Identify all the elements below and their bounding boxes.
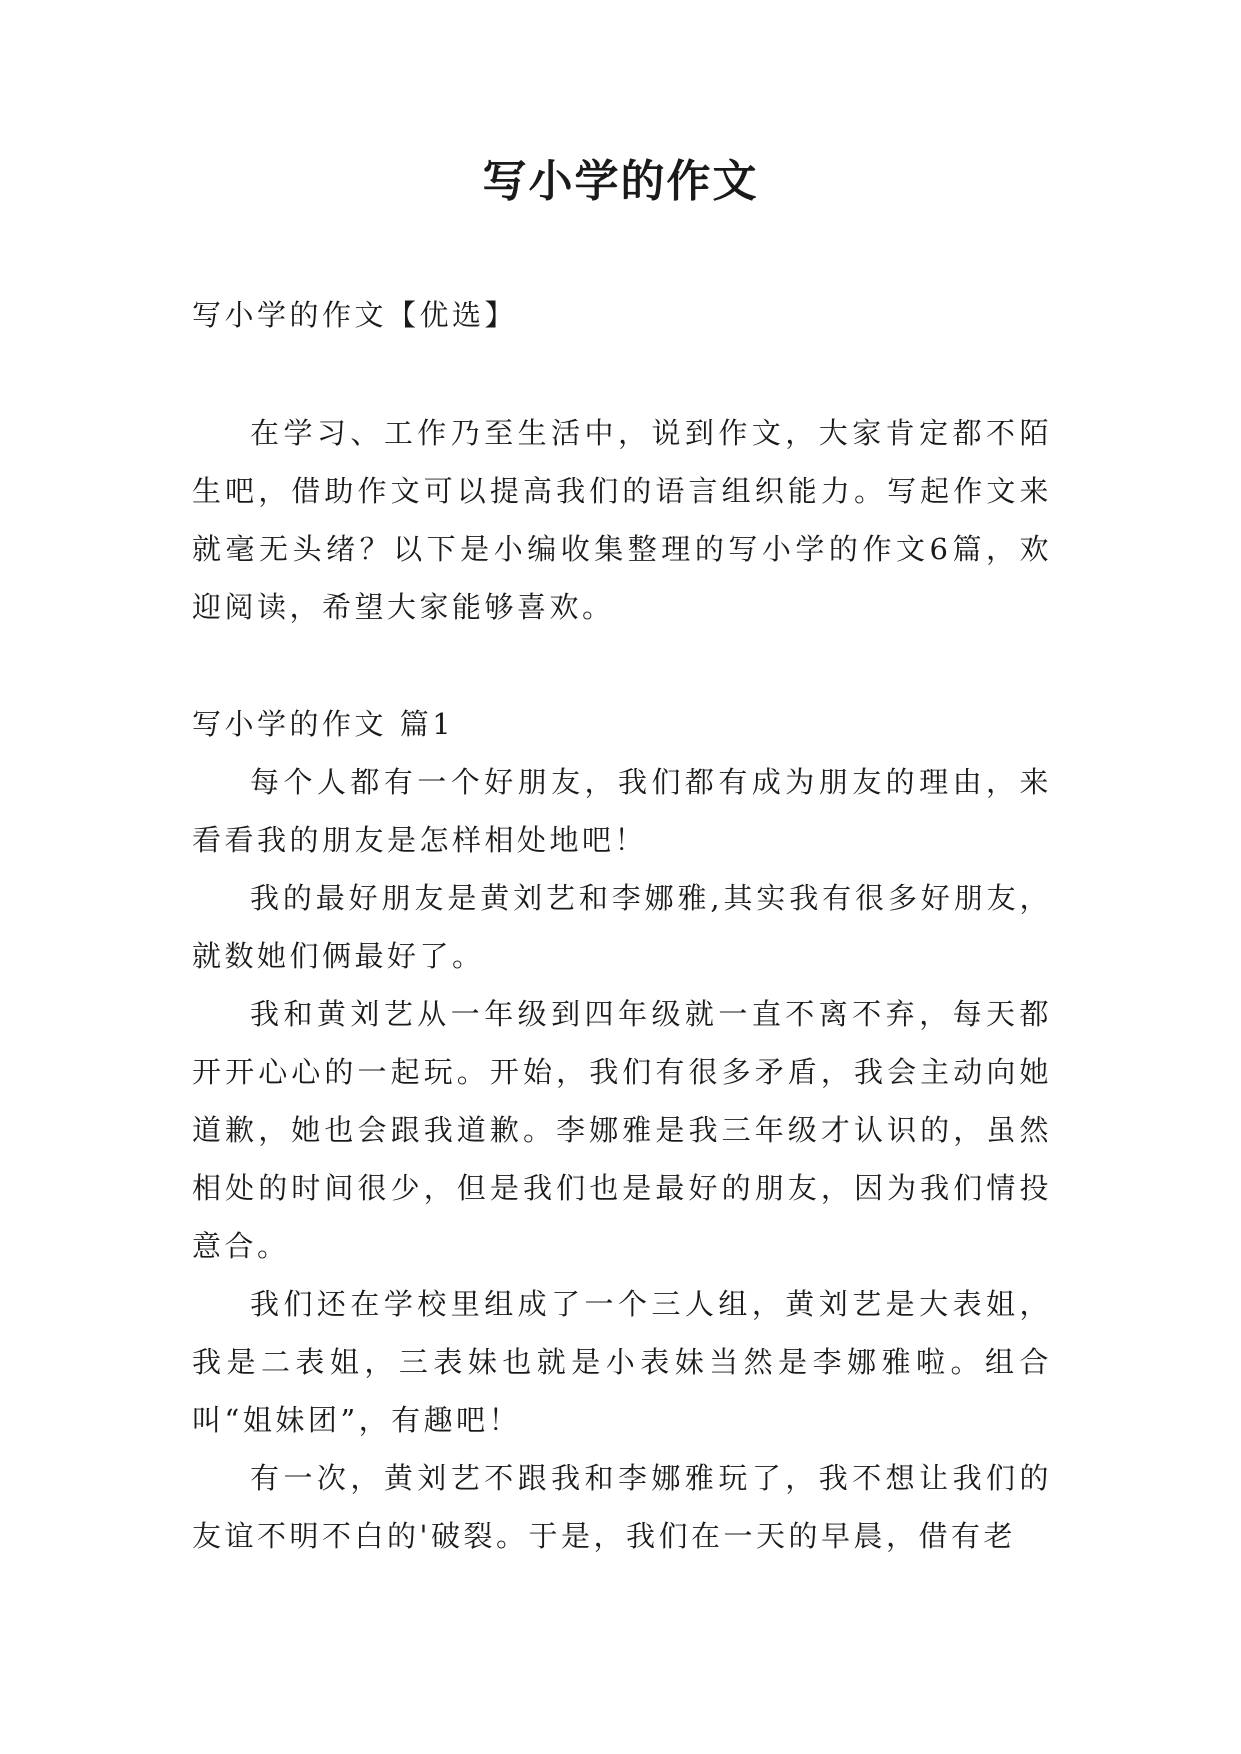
document-body xyxy=(192,286,1052,1565)
paragraph: 我和黄刘艺从一年级到四年级就一直不离不弃，每天都开开心心的一起玩。开始，我们有很多矛盾，我会主动向她道歉，她也会跟我道歉。李娜雅是我三年级才认识的，虽然相处的时间很少，但是我们也是最好的朋友，因为我们情投意合。 xyxy=(192,997,1052,1263)
paragraph: 每个人都有一个好朋友，我们都有成为朋友的理由，来看看我的朋友是怎样相处地吧！ xyxy=(192,765,1052,857)
document-subtitle: 写小学的作文【优选】 xyxy=(192,298,518,332)
section-heading: 写小学的作文 篇1 xyxy=(192,707,455,741)
paragraph: 我们还在学校里组成了一个三人组，黄刘艺是大表姐，我是二表姐，三表妹也就是小表妹当然是李娜雅啦。组合叫“姐妹团”，有趣吧！ xyxy=(192,1287,1052,1437)
intro-paragraph: 在学习、工作乃至生活中，说到作文，大家肯定都不陌生吧，借助作文可以提高我们的语言组织能力。写起作文来就毫无头绪？以下是小编收集整理的写小学的作文6篇，欢迎阅读，希望大家能够喜欢。 xyxy=(192,416,1052,624)
document-title: 写小学的作文 xyxy=(482,156,759,207)
paragraph: 我的最好朋友是黄刘艺和李娜雅,其实我有很多好朋友，就数她们俩最好了。 xyxy=(192,881,1052,973)
paragraph: 有一次，黄刘艺不跟我和李娜雅玩了，我不想让我们的友谊不明不白的'破裂。于是，我们在一天的早晨，借有老 xyxy=(192,1461,1052,1553)
